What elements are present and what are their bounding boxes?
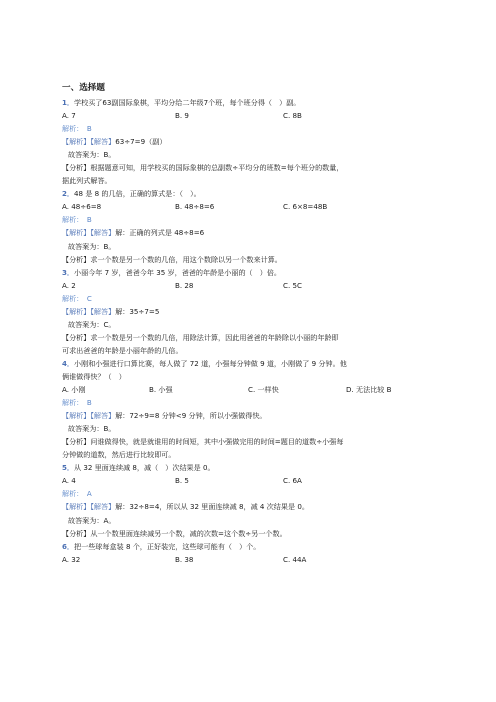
solution-text: 解：35÷7=5 xyxy=(115,306,160,316)
options-row xyxy=(62,553,442,566)
solution-tag: 【解析】【解答】 xyxy=(62,502,116,512)
solution-line xyxy=(62,135,442,148)
option-c: C. 一样快 xyxy=(248,385,279,395)
question-number: 4． xyxy=(62,358,75,368)
analysis-label: 解析： B xyxy=(62,124,92,134)
question-3 xyxy=(62,266,442,279)
section-title: 一、选择题 xyxy=(62,83,105,93)
explanation-line: 【分析】求一个数是另一个数的几倍，用除法计算，因此用爸爸的年龄除以小丽的年龄即 xyxy=(62,332,339,342)
options-row xyxy=(62,109,442,122)
solution-text: 解：32÷8=4，所以从 32 里面连续减 8，减 4 次结果是 0。 xyxy=(115,502,309,512)
question-number: 3． xyxy=(62,267,75,277)
explanation-line: 【分析】从一个数里面连续减另一个数，减的次数=这个数÷另一个数。 xyxy=(62,528,287,538)
options-row xyxy=(62,279,442,292)
option-b: B. 28 xyxy=(175,280,194,290)
question-text: 从 32 里面连续减 8，减（ ）次结果是 0。 xyxy=(74,463,215,473)
option-a: A. 2 xyxy=(62,280,76,290)
solution-tag: 【解析】【解答】 xyxy=(62,411,116,421)
options-row xyxy=(62,474,442,487)
answer-line: 故答案为：B。 xyxy=(68,241,116,251)
option-a: A. 48÷6=8 xyxy=(62,202,102,212)
option-c: C. 5C xyxy=(283,280,302,290)
answer-line: 故答案为：B。 xyxy=(68,424,116,434)
question-text-continued: 俩谁做得快？（ ） xyxy=(62,371,126,381)
solution-line xyxy=(62,500,442,513)
question-text: 48 是 8 的几倍，正确的算式是：（ ）。 xyxy=(74,189,201,199)
option-c: C. 6×8=48B xyxy=(283,202,328,212)
options-row xyxy=(62,200,442,213)
options-row xyxy=(62,383,442,396)
option-c: C. 44A xyxy=(283,554,307,564)
solution-tag: 【解析】【解答】 xyxy=(62,137,116,147)
option-c: C. 6A xyxy=(283,476,302,486)
solution-text: 解：72÷9=8 分钟<9 分钟，所以小强做得快。 xyxy=(115,411,267,421)
analysis-label: 解析： B xyxy=(62,398,92,408)
solution-line xyxy=(62,409,442,422)
option-c: C. 8B xyxy=(283,111,302,121)
option-a: A. 7 xyxy=(62,111,76,121)
explanation-line: 【分析】求一个数是另一个数的几倍，用这个数除以另一个数来计算。 xyxy=(62,254,282,264)
solution-line xyxy=(62,305,442,318)
question-4 xyxy=(62,357,442,370)
question-text: 学校买了63副国际象棋，平均分给二年级7个班，每个班分得（ ）副。 xyxy=(74,98,301,107)
question-number: 1． xyxy=(62,98,75,107)
option-a: A. 32 xyxy=(62,554,81,564)
analysis-label: 解析： A xyxy=(62,489,92,499)
option-b: B. 38 xyxy=(175,554,194,564)
option-d: D. 无法比较 B xyxy=(346,385,392,395)
analysis-label: 解析： B xyxy=(62,215,92,225)
answer-line: 故答案为：B。 xyxy=(68,150,116,160)
option-b: B. 5 xyxy=(175,476,189,486)
analysis-label: 解析： C xyxy=(62,293,92,303)
option-a: A. 小刚 xyxy=(62,385,86,395)
question-number: 6． xyxy=(62,541,75,551)
question-number: 2． xyxy=(62,189,75,199)
option-b: B. 小强 xyxy=(149,385,173,395)
solution-line xyxy=(62,226,442,239)
explanation-line: 分钟做的道数，然后进行比较即可。 xyxy=(62,450,176,460)
question-1 xyxy=(62,96,442,109)
question-list xyxy=(62,82,442,566)
question-text: 小刚和小强进行口算比赛，每人做了 72 道，小强每分钟做 9 道，小刚做了 9 分钟。他 xyxy=(74,358,347,368)
question-text: 小丽今年 7 岁，爸爸今年 35 岁，爸爸的年龄是小丽的（ ）倍。 xyxy=(74,267,282,277)
question-5 xyxy=(62,461,442,474)
explanation-line: 【分析】问谁做得快，就是就谁用的时间短，其中小强做完用的时间=题目的道数÷小强每 xyxy=(62,437,344,447)
solution-text: 63÷7=9（副） xyxy=(115,137,167,147)
option-b: B. 9 xyxy=(175,111,189,121)
question-number: 5． xyxy=(62,463,75,473)
solution-text: 解：正确的列式是 48÷8=6 xyxy=(115,228,205,238)
question-text: 把一些球每盒装 8 个，正好装完，这些球可能有（ ）个。 xyxy=(74,541,261,551)
solution-tag: 【解析】【解答】 xyxy=(62,228,116,238)
option-b: B. 48÷8=6 xyxy=(175,202,215,212)
option-a: A. 4 xyxy=(62,476,76,486)
explanation-line: 【分析】根据题意可知，用学校买的国际象棋的总副数÷平均分的班数=每个班分的数量， xyxy=(62,163,344,173)
answer-line: 故答案为：A。 xyxy=(68,515,116,525)
explanation-line: 据此列式解答。 xyxy=(62,176,112,186)
answer-line: 故答案为：C。 xyxy=(68,319,116,329)
solution-tag: 【解析】【解答】 xyxy=(62,306,116,316)
question-6 xyxy=(62,540,442,553)
question-2 xyxy=(62,187,442,200)
explanation-line: 可求出爸爸的年龄是小丽年龄的几倍。 xyxy=(62,345,183,355)
